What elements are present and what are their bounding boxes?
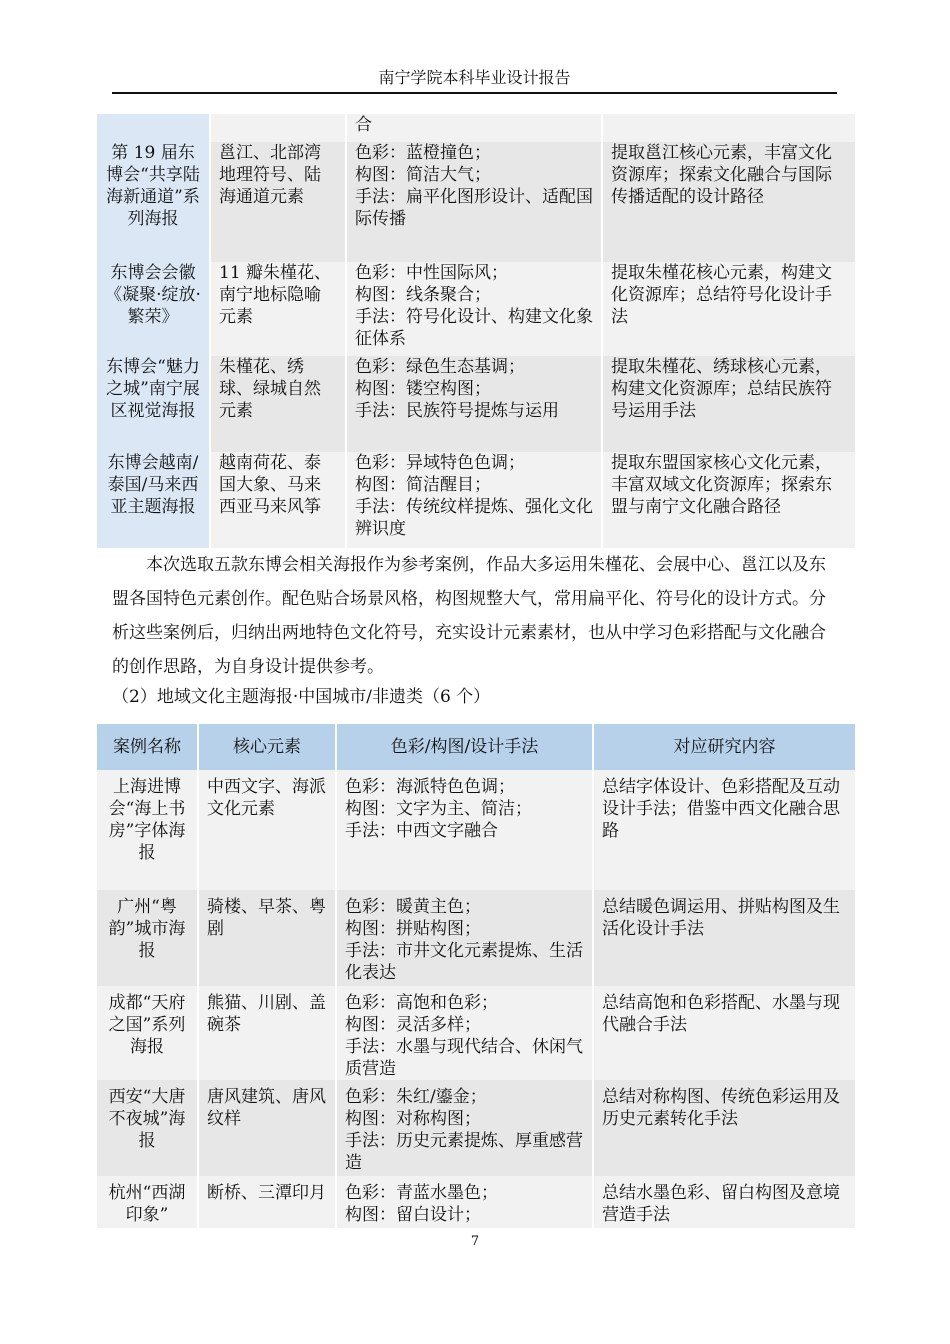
section-heading: （2）地域文化主题海报·中国城市/非遗类（6 个） <box>112 687 491 707</box>
column-header: 色彩/构图/设计手法 <box>336 724 593 770</box>
cell-elements: 唐风建筑、唐风纹样 <box>198 1080 336 1176</box>
cell-research: 总结水墨色彩、留白构图及意境营造手法 <box>593 1176 855 1228</box>
cell-name: 第 19 届东博会“共享陆海新通道”系列海报 <box>97 142 210 262</box>
table-row <box>97 356 855 452</box>
table-row <box>97 1176 855 1228</box>
table-row <box>97 770 855 890</box>
cell-name: 杭州“西湖印象” <box>97 1176 198 1228</box>
cell-elements: 骑楼、早茶、粤剧 <box>198 890 336 986</box>
cell-research: 提取朱槿花、绣球核心元素，构建文化资源库；总结民族符号运用手法 <box>602 356 855 452</box>
body-paragraph: 本次选取五款东博会相关海报作为参考案例，作品大多运用朱槿花、会展中心、邕江以及东盟各国特色元素创作。配色贴合场景风格，构图规整大气，常用扁平化、符号化的设计方式。分析这些案例后，归纳出两地特色文化符号，充实设计元素素材，也从中学习色彩搭配与文化融合的创作思路，为自身设计提供参考。 <box>112 555 826 677</box>
table-row <box>97 262 855 356</box>
table-row <box>97 114 855 142</box>
cell-name: 成都“天府之国”系列海报 <box>97 986 198 1080</box>
table-row <box>97 890 855 986</box>
table-row <box>97 452 855 548</box>
cell-design: 色彩：中性国际风； 构图：线条聚合； 手法：符号化设计、构建文化象征体系 <box>346 262 602 356</box>
page-number: 7 <box>470 1234 480 1249</box>
cell-name: 东博会越南/泰国/马来西亚主题海报 <box>97 452 210 548</box>
cell-research: 提取东盟国家核心文化元素，丰富双域文化资源库；探索东盟与南宁文化融合路径 <box>602 452 855 548</box>
cell-design: 色彩：绿色生态基调； 构图：镂空构图； 手法：民族符号提炼与运用 <box>346 356 602 452</box>
cell-design: 色彩：异域特色色调； 构图：简洁醒目； 手法：传统纹样提炼、强化文化辨识度 <box>346 452 602 548</box>
cell-elements: 朱槿花、绣球、绿城自然元素 <box>210 356 346 452</box>
cell-name: 西安“大唐不夜城”海报 <box>97 1080 198 1176</box>
cell-elements <box>210 114 346 142</box>
cell-name: 东博会“魅力之城”南宁展区视觉海报 <box>97 356 210 452</box>
cell-name: 广州“粤韵”城市海报 <box>97 890 198 986</box>
column-header: 案例名称 <box>97 724 198 770</box>
cell-research: 总结字体设计、色彩搭配及互动设计手法；借鉴中西文化融合思路 <box>593 770 855 890</box>
cell-design: 色彩：高饱和色彩； 构图：灵活多样； 手法：水墨与现代结合、休闲气质营造 <box>336 986 593 1080</box>
case-table-city <box>97 724 855 1228</box>
cell-design: 色彩：暖黄主色； 构图：拼贴构图； 手法：市井文化元素提炼、生活化表达 <box>336 890 593 986</box>
cell-research: 总结对称构图、传统色彩运用及历史元素转化手法 <box>593 1080 855 1176</box>
cell-elements: 邕江、北部湾地理符号、陆海通道元素 <box>210 142 346 262</box>
table-row <box>97 986 855 1080</box>
cell-research: 总结暖色调运用、拼贴构图及生活化设计手法 <box>593 890 855 986</box>
table-row <box>97 142 855 262</box>
column-header: 核心元素 <box>198 724 336 770</box>
table-row <box>97 1080 855 1176</box>
cell-research: 提取朱槿花核心元素，构建文化资源库；总结符号化设计手法 <box>602 262 855 356</box>
cell-design: 色彩：海派特色色调； 构图：文字为主、简洁； 手法：中西文字融合 <box>336 770 593 890</box>
cell-name: 上海进博会“海上书房”字体海报 <box>97 770 198 890</box>
cell-elements: 11 瓣朱槿花、南宁地标隐喻元素 <box>210 262 346 356</box>
cell-elements: 熊猫、川剧、盖碗茶 <box>198 986 336 1080</box>
header-divider <box>112 92 837 94</box>
cell-design: 色彩：朱红/鎏金； 构图：对称构图； 手法：历史元素提炼、厚重感营造 <box>336 1080 593 1176</box>
cell-research: 提取邕江核心元素，丰富文化资源库；探索文化融合与国际传播适配的设计路径 <box>602 142 855 262</box>
page-header-title: 南宁学院本科毕业设计报告 <box>378 68 571 87</box>
column-header: 对应研究内容 <box>593 724 855 770</box>
cell-design: 色彩：青蓝水墨色； 构图：留白设计； <box>336 1176 593 1228</box>
cell-name: 东博会会徽《凝聚·绽放·繁荣》 <box>97 262 210 356</box>
cell-elements: 越南荷花、泰国大象、马来西亚马来风筝 <box>210 452 346 548</box>
case-table-expo <box>97 114 855 548</box>
cell-elements: 断桥、三潭印月 <box>198 1176 336 1228</box>
cell-design: 合 <box>346 114 602 142</box>
table-header-row <box>97 724 855 770</box>
cell-research <box>602 114 855 142</box>
cell-research: 总结高饱和色彩搭配、水墨与现代融合手法 <box>593 986 855 1080</box>
cell-elements: 中西文字、海派文化元素 <box>198 770 336 890</box>
cell-design: 色彩：蓝橙撞色； 构图：简洁大气； 手法：扁平化图形设计、适配国际传播 <box>346 142 602 262</box>
cell-name <box>97 114 210 142</box>
